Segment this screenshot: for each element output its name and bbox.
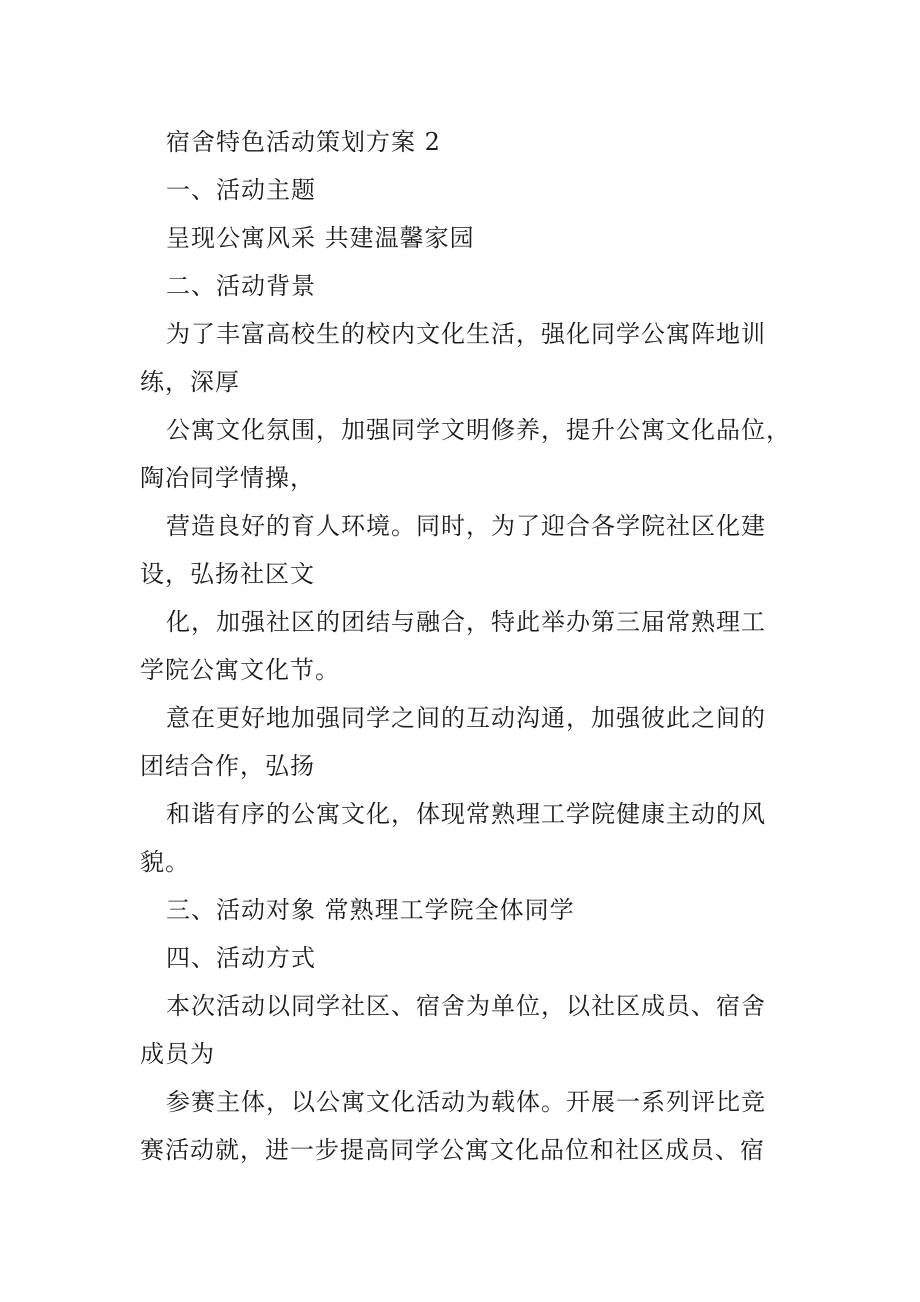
paragraph-line: 赛活动就，进一步提高同学公寓文化品位和社区成员、宿: [140, 1136, 765, 1164]
paragraph-line: 和谐有序的公寓文化，体现常熟理工学院健康主动的风: [166, 800, 766, 828]
paragraph-line: 为了丰富高校生的校内文化生活，强化同学公寓阵地训: [166, 320, 766, 348]
paragraph-line: 意在更好地加强同学之间的互动沟通，加强彼此之间的: [166, 704, 766, 732]
paragraph-line: 练，深厚: [140, 368, 240, 396]
paragraph-line: 公寓文化氛围，加强同学文明修养，提升公寓文化品位，: [166, 416, 791, 444]
paragraph-line: 成员为: [140, 1040, 215, 1068]
paragraph-line: 本次活动以同学社区、宿舍为单位，以社区成员、宿舍: [166, 992, 766, 1020]
paragraph-line: 呈现公寓风采 共建温馨家园: [166, 224, 475, 252]
paragraph-line: 貌。: [140, 848, 190, 876]
section-heading: 一、活动主题: [166, 176, 316, 204]
section-heading: 三、活动对象 常熟理工学院全体同学: [166, 896, 575, 924]
paragraph-line: 参赛主体，以公寓文化活动为载体。开展一系列评比竞: [166, 1088, 766, 1116]
paragraph-line: 陶冶同学情操，: [140, 464, 315, 492]
paragraph-line: 设，弘扬社区文: [140, 560, 315, 588]
paragraph-line: 营造良好的育人环境。同时，为了迎合各学院社区化建: [166, 512, 766, 540]
document-body: [140, 118, 791, 1174]
section-heading: 二、活动背景: [166, 272, 316, 300]
section-heading: 四、活动方式: [166, 944, 316, 972]
paragraph-line: 学院公寓文化节。: [140, 656, 340, 684]
paragraph-line: 团结合作，弘扬: [140, 752, 315, 780]
document-title: 宿舍特色活动策划方案 2: [166, 128, 441, 156]
paragraph-line: 化，加强社区的团结与融合，特此举办第三届常熟理工: [166, 608, 766, 636]
